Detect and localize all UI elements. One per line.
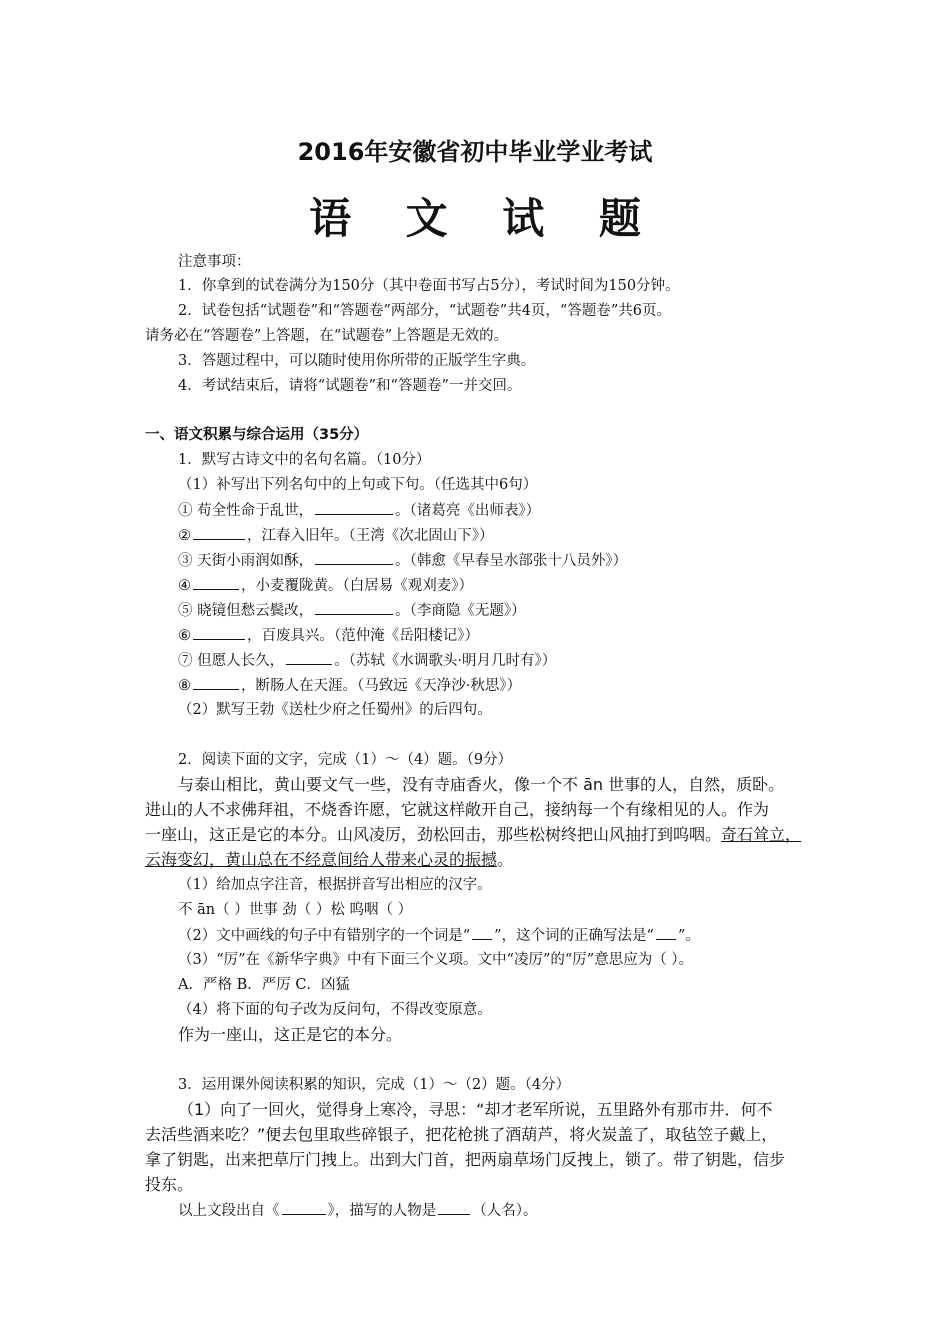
- q1-line-4: ④ ，小麦覆陇黄。（白居易《观刈麦》）: [178, 575, 473, 596]
- q2-sub1-items: 不 ān（ ）世事 劲（ ）松 呜咽（ ）: [178, 902, 413, 918]
- answer-blank[interactable]: [193, 625, 245, 640]
- answer-blank[interactable]: [472, 925, 492, 940]
- exam-title: 2016年安徽省初中毕业学业考试: [297, 138, 653, 166]
- q1-sub1: （1）补写出下列名句中的上句或下句。（任选其中6句）: [178, 477, 538, 493]
- q2-sub3: （3）“厉”在《新华字典》中有下面三个义项。文中“凌厉”的“厉”意思应为（ ）。: [178, 952, 694, 968]
- answer-blank[interactable]: [193, 525, 245, 540]
- q2-passage-line-3: 一座山，这正是它的本分。山风凌厉，劲松回击，那些松树终把山风抽打到呜咽。奇石耸立，: [145, 825, 802, 844]
- q3-passage-line-2: 去活些酒来吃？”便去包里取些碎银子，把花枪挑了酒葫芦，将火炭盖了，取毡笠子戴上，: [145, 1125, 778, 1144]
- q2-sub1: （1）给加点字注音，根据拼音写出相应的汉字。: [178, 877, 492, 893]
- answer-blank[interactable]: [315, 550, 393, 565]
- notice-item-2-cont: 请务必在“答题卷”上答题，在“试题卷”上答题是无效的。: [145, 328, 509, 344]
- answer-blank[interactable]: [193, 575, 239, 590]
- q1-line-3: ③ 天街小雨润如酥， 。（韩愈《早春呈水部张十八员外》）: [178, 550, 627, 571]
- notice-item-4: 4．考试结束后，请将“试题卷”和“答题卷”一并交回。: [178, 378, 522, 394]
- answer-blank[interactable]: [282, 1200, 326, 1215]
- q3-passage-line-4: 投东。: [145, 1175, 194, 1194]
- q2-passage-line-1: 与泰山相比，黄山要文气一些，没有寺庙香火，像一个不 ān 世事的人，自然，质卧。: [178, 775, 785, 794]
- q1-line-2: ② ，江春入旧年。（王湾《次北固山下》）: [178, 525, 494, 546]
- q2-stem: 2．阅读下面的文字，完成（1）～（4）题。（9分）: [178, 752, 513, 768]
- answer-blank[interactable]: [315, 500, 393, 515]
- answer-blank[interactable]: [193, 675, 239, 690]
- q3-passage-line-1: （1）向了一回火，觉得身上寒冷，寻思：“却才老军所说，五里路外有那市井．何不: [178, 1100, 773, 1119]
- q2-sub2: （2）文中画线的句子中有错别字的一个词是“ ”，这个词的正确写法是“ ”。: [178, 925, 700, 946]
- q1-line-8: ⑧ ，断肠人在天涯。（马致远《天净沙·秋思》）: [178, 675, 521, 696]
- exam-subtitle: 语 文 试 题: [309, 194, 661, 243]
- q1-line-6: ⑥ ，百废具兴。（范仲淹《岳阳楼记》）: [178, 625, 479, 646]
- q2-passage-line-2: 进山的人不求佛拜祖，不烧香许愿，它就这样敞开自己，接纳每一个有缘相见的人。作为: [145, 800, 770, 819]
- notice-heading: 注意事项：: [178, 254, 251, 270]
- notice-item-3: 3．答题过程中，可以随时使用你所带的正版学生字典。: [178, 353, 536, 369]
- q1-line-1: ① 苟全性命于乱世， 。（诸葛亮《出师表》）: [178, 500, 540, 521]
- underlined-sentence: 云海变幻，黄山总在不经意间给人带来心灵的振撼: [145, 850, 498, 869]
- q1-sub2: （2）默写王勃《送杜少府之任蜀州》的后四句。: [178, 702, 492, 718]
- q2-passage-line-4: 云海变幻，黄山总在不经意间给人带来心灵的振撼。: [145, 850, 514, 869]
- section-heading: 一、语文积累与综合运用（35分）: [145, 427, 369, 443]
- q3-passage-line-3: 拿了钥匙，出来把草厅门拽上。出到大门首，把两扇草场门反拽上，锁了。带了钥匙，信步: [145, 1150, 786, 1169]
- answer-blank[interactable]: [315, 600, 393, 615]
- q2-sub3-options: A．严格 B．严厉 C．凶猛: [178, 977, 350, 993]
- answer-blank[interactable]: [438, 1200, 470, 1215]
- answer-blank[interactable]: [656, 925, 676, 940]
- notice-item-2: 2．试卷包括“试题卷”和“答题卷”两部分，“试题卷”共4页，“答题卷”共6页。: [178, 303, 671, 319]
- underlined-sentence: 奇石耸立，: [721, 825, 802, 844]
- answer-blank[interactable]: [286, 650, 332, 665]
- q1-line-5: ⑤ 晓镜但愁云鬓改， 。（李商隐《无题》）: [178, 600, 526, 621]
- q3-answer-line: 以上文段出自《 》，描写的人物是 （人名）。: [178, 1200, 538, 1221]
- notice-item-1: 1．你拿到的试卷满分为150分（其中卷面书写占5分），考试时间为150分钟。: [178, 278, 680, 294]
- q1-stem: 1．默写古诗文中的名句名篇。（10分）: [178, 452, 431, 468]
- q2-sub4: （4）将下面的句子改为反问句，不得改变原意。: [178, 1002, 492, 1018]
- q2-sub4-sentence: 作为一座山，这正是它的本分。: [178, 1025, 403, 1044]
- q1-line-7: ⑦ 但愿人长久， 。（苏轼《水调歌头·明月几时有》）: [178, 650, 556, 671]
- q3-stem: 3．运用课外阅读积累的知识，完成（1）～（2）题。（4分）: [178, 1077, 571, 1093]
